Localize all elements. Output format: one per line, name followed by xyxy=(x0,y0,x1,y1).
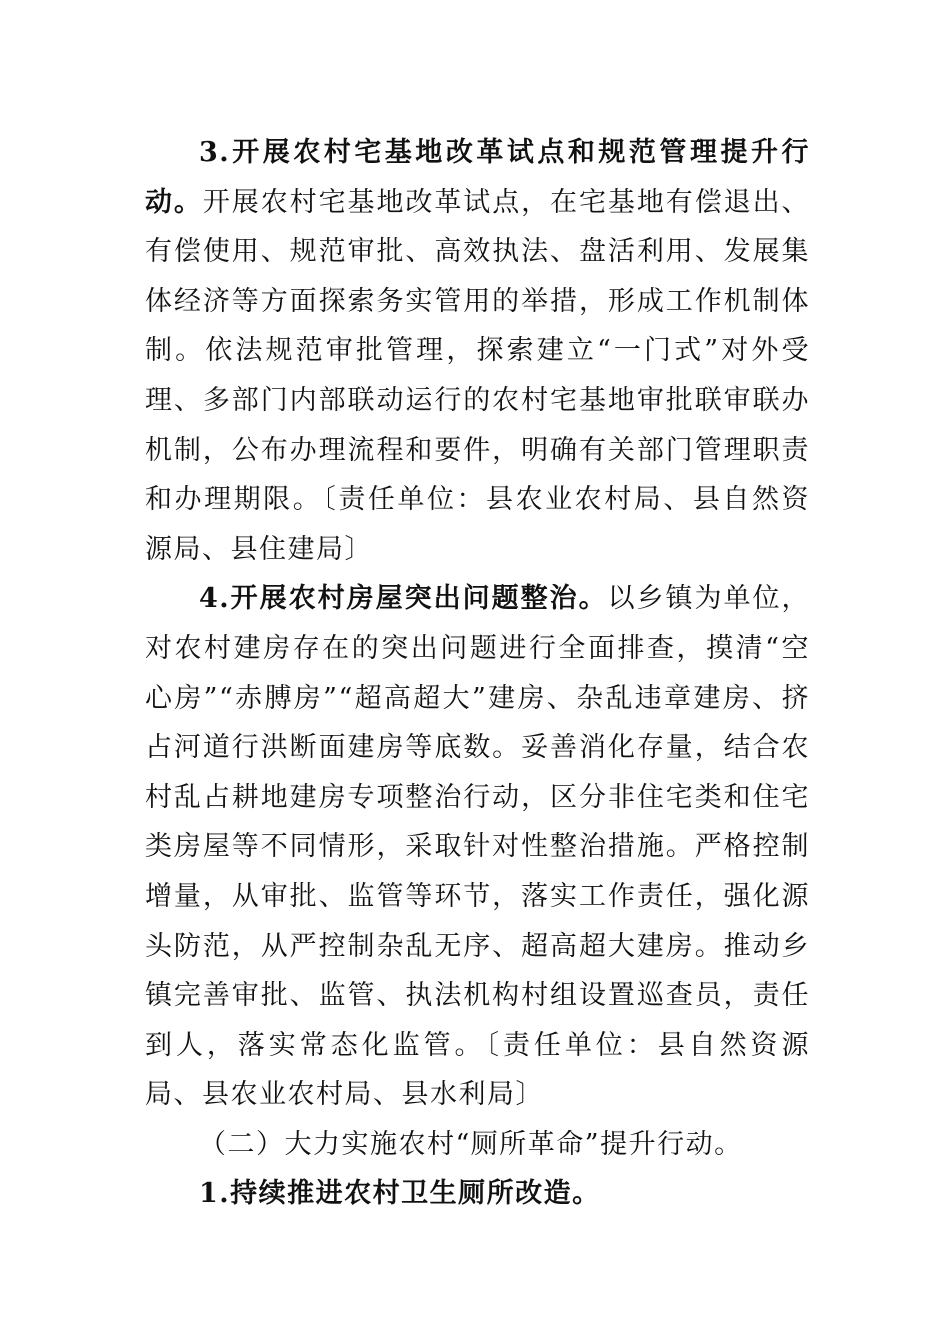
paragraph-homestead-reform xyxy=(145,128,810,574)
section-heading-toilet-revolution xyxy=(145,1120,810,1170)
paragraph-housing-rectification xyxy=(145,574,810,1120)
paragraph-heading: 1.持续推进农村卫生厕所改造。 xyxy=(199,1178,601,1210)
document-body xyxy=(145,128,810,1219)
paragraph-text: 以乡镇为单位，对农村建房存在的突出问题进行全面排查，摸清“空心房”“赤膊房”“超高超大”建房、杂乱违章建房、挤占河道行洪断面建房等底数。妥善消化存量，结合农村乱占耕地建房专项整治行动，区分非住宅类和住宅类房屋等不同情形，采取针对性整治措施。严格控制增量，从审批、监管等环节，落实工作责任，强化源头防范，从严控制杂乱无序、超高超大建房。推动乡镇完善审批、监管、执法机构村组设置巡查员，责任到人，落实常态化监管。〔责任单位：县自然资源局、县农业农村局、县水利局〕 xyxy=(145,583,811,1111)
paragraph-text: 开展农村宅基地改革试点，在宅基地有偿退出、有偿使用、规范审批、高效执法、盘活利用、发展集体经济等方面探索务实管用的举措，形成工作机制体制。依法规范审批管理，探索建立“一门式”对外受理、多部门内部联动运行的农村宅基地审批联审联办机制，公布办理流程和要件，明确有关部门管理职责和办理期限。〔责任单位：县农业农村局、县自然资源局、县住建局〕 xyxy=(145,186,811,565)
section-heading-text: （二）大力实施农村“厕所革命”提升行动。 xyxy=(199,1128,743,1160)
paragraph-heading: 3.开展农村宅基地改革试点和规范管理提升行动。 xyxy=(145,137,810,218)
paragraph-heading: 4.开展农村房屋突出问题整治。 xyxy=(199,583,608,615)
paragraph-toilet-renovation xyxy=(145,1169,810,1219)
